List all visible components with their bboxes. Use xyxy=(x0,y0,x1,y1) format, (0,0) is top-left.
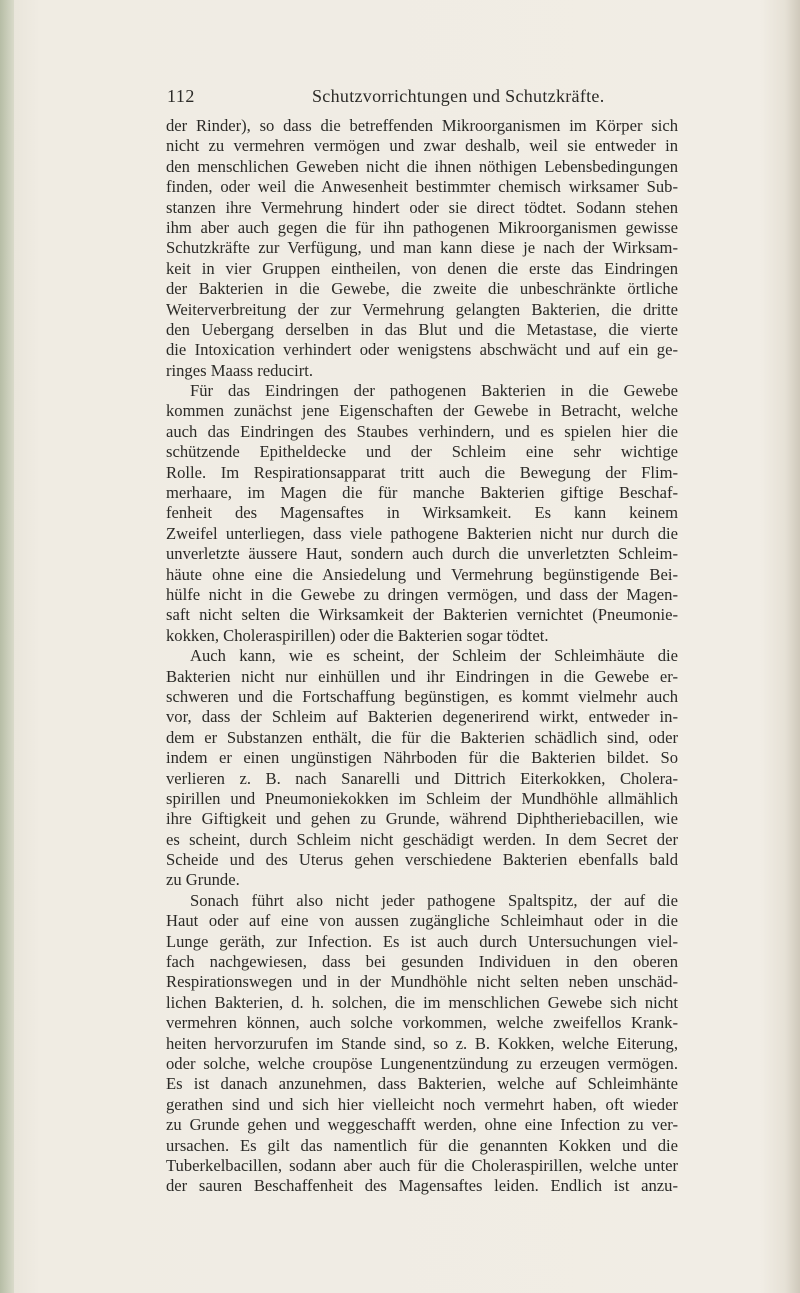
text-line: Weiterverbreitung der zur Vermehrung gelangten Bakterien, die dritte xyxy=(166,299,678,319)
text-line: Lunge geräth, zur Infection. Es ist auch durch Untersuchungen viel- xyxy=(166,931,678,951)
text-line: dem er Substanzen enthält, die für die Bakterien schädlich sind, oder xyxy=(166,727,678,747)
body-text xyxy=(166,116,678,1197)
text-line: vor, dass der Schleim auf Bakterien degenerirend wirkt, entweder in- xyxy=(166,707,678,727)
text-line: spirillen und Pneumoniekokken im Schleim der Mundhöhle allmählich xyxy=(166,788,678,808)
text-line: kokken, Choleraspirillen) oder die Bakterien sogar tödtet. xyxy=(166,625,549,645)
text-line: Haut oder auf eine von aussen zugängliche Schleimhaut oder in die xyxy=(166,911,678,931)
text-line: Bakterien nicht nur einhüllen und ihr Eindringen in die Gewebe er- xyxy=(166,666,678,686)
page-gutter xyxy=(0,0,14,1293)
text-line: fenheit des Magensaftes in Wirksamkeit. Es kann keinem xyxy=(166,503,678,523)
text-line: zu Grunde gehen und weggeschafft werden, ohne eine Infection zu ver- xyxy=(166,1115,678,1135)
text-line: Sonach führt also nicht jeder pathogene Spaltspitz, der auf die xyxy=(190,890,678,910)
text-line: Schutzkräfte zur Verfügung, und man kann diese je nach der Wirksam- xyxy=(166,238,678,258)
text-line: der Bakterien in die Gewebe, die zweite die unbeschränkte örtliche xyxy=(166,279,678,299)
text-line: stanzen ihre Vermehrung hindert oder sie direct tödtet. Sodann stehen xyxy=(166,197,678,217)
text-line: unverletzte äussere Haut, sondern auch durch die unverletzten Schleim- xyxy=(166,544,678,564)
text-line: Scheide und des Uterus gehen verschiedene Bakterien ebenfalls bald xyxy=(166,850,678,870)
text-line: Rolle. Im Respirationsapparat tritt auch die Bewegung der Flim- xyxy=(166,462,678,482)
text-line: kommen zunächst jene Eigenschaften der Gewebe in Betracht, welche xyxy=(166,401,678,421)
text-line: der sauren Beschaffenheit des Magensaftes leiden. Endlich ist anzu- xyxy=(166,1176,678,1196)
text-line: gerathen sind und sich hier vielleicht noch vermehrt haben, oft wieder xyxy=(166,1094,678,1114)
text-line: fach nachgewiesen, dass bei gesunden Individuen in den oberen xyxy=(166,952,678,972)
text-line: lichen Bakterien, d. h. solchen, die im menschlichen Gewebe sich nicht xyxy=(166,992,678,1012)
text-line: nicht zu vermehren vermögen und zwar deshalb, weil sie entweder in xyxy=(166,136,678,156)
text-line: Zweifel unterliegen, dass viele pathogene Bakterien nicht nur durch die xyxy=(166,523,678,543)
text-line: die Intoxication verhindert oder wenigstens abschwächt und auf ein ge- xyxy=(166,340,678,360)
text-line: saft nicht selten die Wirksamkeit der Bakterien vernichtet (Pneumonie- xyxy=(166,605,678,625)
text-line: ihm aber auch gegen die für ihn pathogenen Mikroorganismen gewisse xyxy=(166,217,678,237)
text-line: vermehren können, auch solche vorkommen, welche zweifellos Krank- xyxy=(166,1013,678,1033)
text-line: ursachen. Es gilt das namentlich für die genannten Kokken und die xyxy=(166,1135,678,1155)
page-number: 112 xyxy=(167,86,195,106)
text-line: den Uebergang derselben in das Blut und die Metastase, die vierte xyxy=(166,319,678,339)
text-line: verlieren z. B. nach Sanarelli und Dittrich Eiterkokken, Cholera- xyxy=(166,768,678,788)
text-line: Für das Eindringen der pathogenen Bakterien in die Gewebe xyxy=(190,381,678,401)
text-line: ihre Giftigkeit und gehen zu Grunde, während Diphtheriebacillen, wie xyxy=(166,809,678,829)
text-line: schweren und die Fortschaffung begünstigen, es kommt vielmehr auch xyxy=(166,686,678,706)
text-line: Respirationswegen und in der Mundhöhle nicht selten neben unschäd- xyxy=(166,972,678,992)
text-line: der Rinder), so dass die betreffenden Mikroorganismen im Körper sich xyxy=(166,116,678,135)
text-line: keit in vier Gruppen eintheilen, von denen die erste das Eindringen xyxy=(166,258,678,278)
text-line: Tuberkelbacillen, sodann aber auch für die Choleraspirillen, welche unter xyxy=(166,1155,678,1175)
text-line: den menschlichen Geweben nicht die ihnen nöthigen Lebensbedingungen xyxy=(166,156,678,176)
running-head: Schutzvorrichtungen und Schutzkräfte. xyxy=(312,86,605,106)
text-line: ringes Maass reducirt. xyxy=(166,360,313,380)
text-line: finden, oder weil die Anwesenheit bestimmter chemisch wirksamer Sub- xyxy=(166,177,678,197)
text-line: auch das Eindringen des Staubes verhindern, und es spielen hier die xyxy=(166,421,678,441)
text-line: oder solche, welche croupöse Lungenentzündung zu erzeugen vermögen. xyxy=(166,1053,678,1073)
text-line: zu Grunde. xyxy=(166,870,240,890)
page-header xyxy=(167,86,675,112)
text-line: heiten hervorzurufen im Stande sind, so z. B. Kokken, welche Eiterung, xyxy=(166,1033,678,1053)
text-line: hülfe nicht in die Gewebe zu dringen vermögen, und dass der Magen- xyxy=(166,584,678,604)
text-line: es scheint, durch Schleim nicht geschädigt werden. In dem Secret der xyxy=(166,829,678,849)
text-line: häute ohne eine die Ansiedelung und Vermehrung begünstigende Bei- xyxy=(166,564,678,584)
text-line: Es ist danach anzunehmen, dass Bakterien, welche auf Schleimhänte xyxy=(166,1074,678,1094)
text-line: indem er einen ungünstigen Nährboden für die Bakterien bildet. So xyxy=(166,748,678,768)
text-line: schützende Epitheldecke und der Schleim eine sehr wichtige xyxy=(166,442,678,462)
text-line: merhaare, im Magen die für manche Bakterien giftige Beschaf- xyxy=(166,483,678,503)
text-line: Auch kann, wie es scheint, der Schleim der Schleimhäute die xyxy=(190,646,678,666)
